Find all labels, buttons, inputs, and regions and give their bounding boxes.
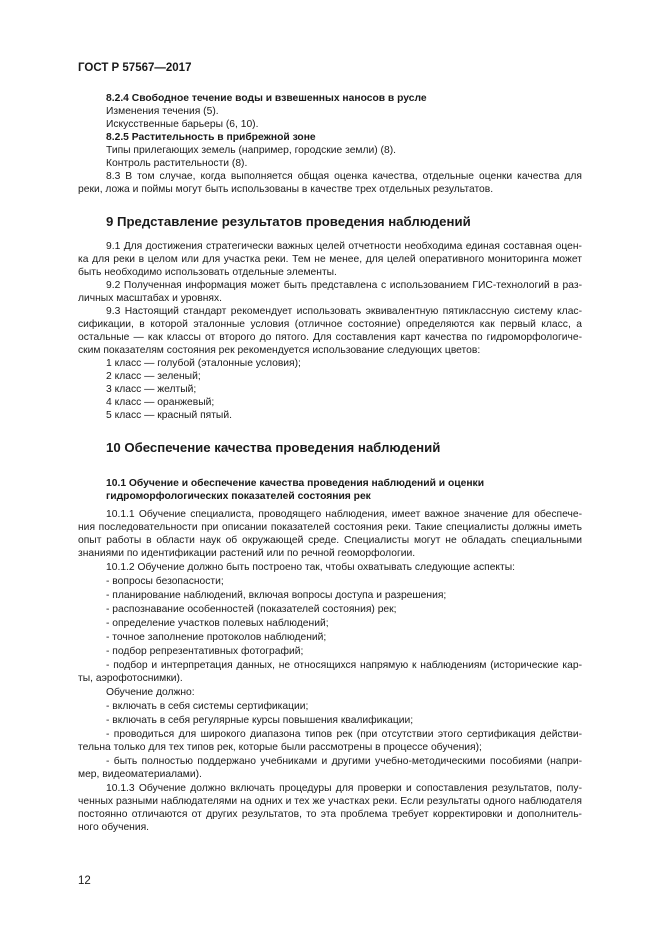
paragraph-line: сификации, в которой эталонные условия (отличное состояние) определяются как первый класс, а (78, 319, 582, 330)
section-heading: 10 Обеспечение качества проведения наблюдений (106, 440, 441, 455)
paragraph-line: личных масштабах и уровнях. (78, 293, 223, 304)
list-item-continuation: тельна только для тех типов рек, которые были рассмотрены в процессе обучения); (78, 742, 482, 753)
list-item: 4 класс — оранжевый; (106, 397, 215, 408)
paragraph-line: быть необходимо использовать отдельные элементы. (78, 267, 337, 278)
subsection-heading: 8.2.5 Растительность в прибрежной зоне (106, 132, 316, 143)
text-line: Искусственные барьеры (6, 10). (106, 119, 259, 130)
list-item: - точное заполнение протоколов наблюдений; (106, 632, 327, 643)
paragraph-line: 10.1.2 Обучение должно быть построено так, чтобы охватывать следующие аспекты: (106, 562, 516, 573)
list-item: - подбор репрезентативных фотографий; (106, 646, 304, 657)
list-item: - планирование наблюдений, включая вопросы доступа и разрешения; (106, 590, 447, 601)
text-line: Типы прилегающих земель (например, городские земли) (8). (106, 145, 396, 156)
list-item: 1 класс — голубой (эталонные условия); (106, 358, 301, 369)
list-item: - проводиться для широкого диапазона типов рек (при отсутствии этого сертификация действи- (106, 729, 582, 740)
list-item: - вопросы безопасности; (106, 576, 224, 587)
subsection-heading: 10.1 Обучение и обеспечение качества проведения наблюдений и оценки (106, 478, 485, 489)
paragraph-line: остальные — как классы от второго до пятого. Для составления карт качества по гидроморфологиче- (78, 332, 582, 343)
list-item: - включать в себя регулярные курсы повышения квалификации; (106, 715, 414, 726)
paragraph-line: ного обучения. (78, 822, 150, 833)
paragraph-line: ка для реки в целом или для участка реки. Тем не менее, для целей оперативного мониторинга может (78, 254, 582, 265)
subsection-heading: гидроморфологических показателей состояния рек (106, 491, 371, 502)
paragraph-line: 10.1.1 Обучение специалиста, проводящего наблюдения, имеет важное значение для обеспече- (106, 509, 582, 520)
paragraph-line: постоянно отличаются от других результатов, то эта проблема требует корректировки и дополнитель- (78, 809, 582, 820)
section-heading: 9 Представление результатов проведения наблюдений (106, 214, 471, 229)
paragraph-line: 8.3 В том случае, когда выполняется общая оценка качества, отдельные оценки качества для (106, 171, 582, 182)
page-number: 12 (78, 875, 91, 887)
list-item: 3 класс — желтый; (106, 384, 197, 395)
paragraph-line: знаниями по идентификации растений или по речной геоморфологии. (78, 548, 416, 559)
list-item: 5 класс — красный пятый. (106, 410, 232, 421)
paragraph-line: Обучение должно: (106, 687, 195, 698)
paragraph-line: 9.2 Полученная информация может быть представлена с использованием ГИС-технологий в раз- (106, 280, 582, 291)
text-line: Изменения течения (5). (106, 106, 219, 117)
paragraph-line: 9.1 Для достижения стратегически важных целей отчетности необходима единая составная оцен- (106, 241, 582, 252)
paragraph-line: 9.3 Настоящий стандарт рекомендует использовать эквивалентную пятиклассную систему клас- (106, 306, 582, 317)
subsection-heading: 8.2.4 Свободное течение воды и взвешенных наносов в русле (106, 93, 427, 104)
list-item-continuation: ты, аэрофотоснимки). (78, 673, 183, 684)
list-item: - включать в себя системы сертификации; (106, 701, 309, 712)
paragraph-line: 10.1.3 Обучение должно включать процедуры для проверки и сопоставления результатов, полу- (106, 783, 582, 794)
document-header: ГОСТ Р 57567—2017 (78, 62, 192, 74)
paragraph-line: реки, ложа и поймы могут быть использованы в качестве трех отдельных результатов. (78, 184, 494, 195)
text-line: Контроль растительности (8). (106, 158, 248, 169)
list-item: - распознавание особенностей (показателей состояния) рек; (106, 604, 397, 615)
list-item: - быть полностью поддержано учебниками и другими учебно-методическими пособиями (напри- (106, 756, 582, 767)
paragraph-line: опыт работы в области наук об окружающей среде. Специалисты могут не обладать специальными (78, 535, 582, 546)
paragraph-line: ским показателям состояния рек рекомендуется использование следующих цветов: (78, 345, 481, 356)
paragraph-line: ченных разными наблюдателями на одних и тех же участках реки. Если результаты одного наблюдателя (78, 796, 582, 807)
list-item: - определение участков полевых наблюдений; (106, 618, 329, 629)
list-item-continuation: мер, видеоматериалами). (78, 769, 202, 780)
list-item: 2 класс — зеленый; (106, 371, 201, 382)
list-item: - подбор и интерпретация данных, не относящихся напрямую к наблюдениям (исторические кар- (106, 660, 582, 671)
paragraph-line: ния последовательности при описании показателей состояния реки. Такие специалисты должны иметь (78, 522, 582, 533)
